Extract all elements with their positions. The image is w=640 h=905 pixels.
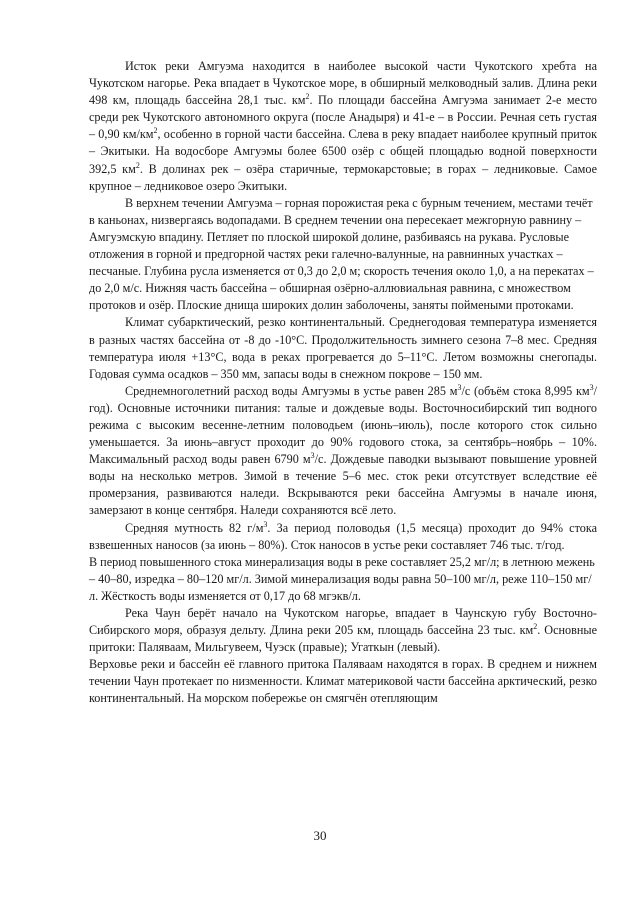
text-run: Средняя мутность 82 г/м xyxy=(125,520,264,535)
paragraph xyxy=(89,554,597,605)
paragraph xyxy=(89,520,597,554)
paragraph xyxy=(89,195,597,315)
paragraph xyxy=(89,383,597,520)
text-run: Верховье реки и бассейн её главного притока Паляваам находятся в горах. В среднем и нижнем течении Чаун протекает по низменности. Климат материковой части бассейна арктический, резко континентальный. На морском побережье он смягчён отепляющим xyxy=(89,657,597,706)
superscript: 2 xyxy=(533,622,538,632)
text-run: , особенно в горной части бассейна. Слева в реку впадает наиболее крупный приток – Экитыки. На водосборе Амгуэмы более 6500 озёр с общей площадью водной поверхности 392,5 км xyxy=(89,127,597,176)
paragraph xyxy=(89,605,597,656)
text-run: В верхнем течении Амгуэма – горная порожистая река с бурным течением, местами течёт в каньонах, низвергаясь водопадами. В среднем течении она пересекает межгорную равнину – Амгуэмскую впадину. Петляет по плоской широкой долине, разбиваясь на рукава. Русловые отложения в горной и предгорной частях реки галечно-валунные, на равнинных участках – песчаные. Глубина русла изменяется от 0,3 до 2,0 м; скорость течения около 1,0, а на перекатах – до 2,0 м/с. Нижняя часть бассейна – обширная озёрно-аллювиальная равнина, с множеством протоков и озёр. Плоские днища широких долин заболочены, заняты поймеными протоками. xyxy=(89,195,594,313)
text-run: . За период половодья (1,5 месяца) проходит до 94% стока взвешенных наносов (за июнь – 80%). Сток наносов в устье реки составляет 746 тыс. т/год. xyxy=(89,520,597,552)
superscript: 3 xyxy=(263,519,268,529)
paragraph xyxy=(89,656,597,707)
text-run: . В долинах рек – озёра старичные, термокарстовые; в горах – ледниковые. Самое крупное – ледниковое озеро Экитыки. xyxy=(89,161,598,193)
text-run: Климат субарктический, резко континентальный. Среднегодовая температура изменяется в разных частях бассейна от -8 до -10°С. Продолжительность зимнего сезона 7–8 мес. Средняя температура июля +13°С, вода в реках прогревается до 5–11°С. Летом возможны снегопады. Годовая сумма осадков – 350 мм, запасы воды в снежном покрове – 150 мм. xyxy=(89,315,597,381)
superscript: 3 xyxy=(457,382,462,392)
text-run: Река Чаун берёт начало на Чукотском нагорье, впадает в Чаунскую губу Восточно-Сибирского моря, образуя дельту. Длина реки 205 км, площадь бассейна 23 тыс. км xyxy=(89,606,597,638)
text-run: . Основные притоки: Паляваам, Мильгувеем, Чуэск (правые); Угаткын (левый). xyxy=(89,623,597,655)
text-run: /с. Дождевые паводки вызывают повышение уровней воды на несколько метров. Зимой в течение 5–6 мес. сток реки отсутствует вследствие её промерзания, развиваются наледи. Вскрываются реки бассейна Амгуэмы в начале июня, замерзают в конце сентября. Наледи сохраняются всё лето. xyxy=(89,452,597,518)
text-run: Среднемноголетний расход воды Амгуэмы в устье равен 285 м xyxy=(125,383,458,398)
paragraph xyxy=(89,58,597,195)
superscript: 3 xyxy=(589,382,594,392)
page-number: 30 xyxy=(313,828,327,843)
superscript: 2 xyxy=(305,92,310,102)
text-run: Исток реки Амгуэма находится в наиболее высокой части Чукотского хребта на Чукотском нагорье. Река впадает в Чукотское море, в обширный мелководный залив. Длина реки 498 км, площадь бассейна 28,1 тыс. км xyxy=(89,59,597,108)
text-run: В период повышенного стока минерализация воды в реке составляет 25,2 мг/л; в летнюю межень – 40–80, изредка – 80–120 мг/л. Зимой минерализация воды равна 50–100 мг/л, реже 110–150 мг/л. Жёсткость воды изменяется от 0,17 до 68 мгэкв/л. xyxy=(89,554,595,603)
superscript: 2 xyxy=(135,160,140,170)
text-run: /год). Основные источники питания: талые и дождевые воды. Восточносибирский тип водного режима с высоким весенне-летним половодьем (июнь–июль), после которого сток сильно уменьшается. За июнь–август проходит до 90% годового стока, за сентябрь–ноябрь – 10%. Максимальный расход воды равен 6790 м xyxy=(89,383,597,467)
text-run: /с (объём стока 8,995 км xyxy=(461,383,590,398)
text-run: . По площади бассейна Амгуэма занимает 2-е место среди рек Чукотского автономного округа (после Анадыря) и 41-е – в России. Речная сеть густая – 0,90 км/км xyxy=(89,93,597,142)
paragraph xyxy=(89,314,597,382)
superscript: 3 xyxy=(310,451,315,461)
document-body xyxy=(89,58,597,708)
superscript: 2 xyxy=(153,126,158,136)
